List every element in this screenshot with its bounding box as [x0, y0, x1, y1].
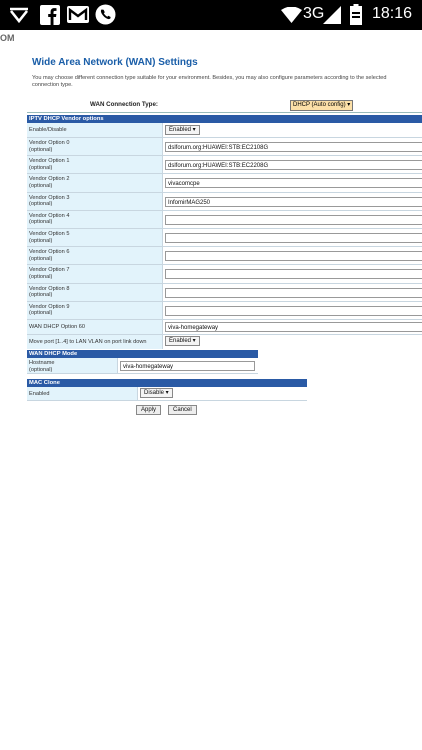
- iptv-enable-row: [27, 123, 422, 138]
- vendor-option-label: Vendor Option 2 (optional): [27, 174, 163, 191]
- vendor-option-label: Vendor Option 7 (optional): [27, 265, 163, 282]
- vendor-option-input[interactable]: [165, 288, 422, 298]
- iptv-section-header: IPTV DHCP Vendor options: [27, 115, 422, 123]
- option60-input[interactable]: viva-homegateway: [165, 322, 422, 332]
- hostname-row: [27, 358, 258, 374]
- vendor-option-label: Vendor Option 4 (optional): [27, 211, 163, 228]
- vendor-option-row: [27, 174, 422, 192]
- signal-icon: [323, 6, 341, 24]
- vendor-option-input[interactable]: dslforum.org:HUAWEI:STB:EC2108G: [165, 142, 422, 152]
- page-description: You may choose different connection type suitable for your environment. Besides, you may also configure parameters according to the selected: [32, 75, 387, 81]
- vendor-option-row: [27, 229, 422, 247]
- brand-logo-fragment: OM: [0, 33, 15, 43]
- hostname-label: Hostname (optional): [27, 358, 118, 373]
- wan-dhcp-section-header: WAN DHCP Mode: [27, 350, 258, 358]
- vendor-option-label: Vendor Option 9 (optional): [27, 302, 163, 319]
- vendor-option-label: Vendor Option 0 (optional): [27, 138, 163, 155]
- vendor-option-label: Vendor Option 3 (optional): [27, 193, 163, 210]
- option60-label: WAN DHCP Option 60: [27, 320, 163, 334]
- vendor-option-input[interactable]: [165, 215, 422, 225]
- clock: 18:16: [371, 5, 412, 22]
- vendor-option-input[interactable]: dslforum.org:HUAWEI:STB:EC2208G: [165, 160, 422, 170]
- vendor-option-row: [27, 138, 422, 156]
- move-port-row: [27, 335, 422, 349]
- vendor-option-row: [27, 211, 422, 229]
- wan-connection-type-label: WAN Connection Type:: [90, 101, 158, 108]
- mac-clone-section-header: MAC Clone: [27, 379, 307, 387]
- move-port-label: Move port [1..4] to LAN VLAN on port link down: [27, 335, 163, 349]
- mac-clone-select[interactable]: Disable ▾: [140, 388, 173, 398]
- page-title: Wide Area Network (WAN) Settings: [32, 57, 198, 68]
- network-type-text: 3G: [303, 5, 325, 22]
- phone-app-icon: [95, 4, 116, 25]
- vendor-option-input[interactable]: [165, 233, 422, 243]
- vendor-option-input[interactable]: [165, 306, 422, 316]
- wan-connection-type-select[interactable]: DHCP (Auto config) ▾: [290, 100, 353, 111]
- wifi-icon: [281, 7, 302, 23]
- mac-clone-row: [27, 387, 307, 401]
- cancel-button[interactable]: Cancel: [168, 405, 197, 415]
- vendor-option-row: [27, 302, 422, 320]
- apply-button[interactable]: Apply: [136, 405, 161, 415]
- vendor-option-label: Vendor Option 8 (optional): [27, 284, 163, 301]
- vendor-option-label: Vendor Option 6 (optional): [27, 247, 163, 264]
- vendor-option-input[interactable]: [165, 269, 422, 279]
- vendor-option-label: Vendor Option 5 (optional): [27, 229, 163, 246]
- iptv-enable-label: Enable/Disable: [27, 123, 163, 137]
- page-description-continued: connection type.: [32, 82, 73, 88]
- facebook-icon: [40, 5, 60, 25]
- vendor-option-row: [27, 284, 422, 302]
- battery-icon: [350, 4, 362, 25]
- vendor-option-input[interactable]: vivacomcpe: [165, 178, 422, 188]
- option60-row: [27, 320, 422, 335]
- vendor-option-label: Vendor Option 1 (optional): [27, 156, 163, 173]
- status-bar: [0, 0, 422, 30]
- vendor-option-input[interactable]: [165, 251, 422, 261]
- vendor-option-row: [27, 193, 422, 211]
- vendor-option-input[interactable]: InfomirMAG250: [165, 197, 422, 207]
- vendor-option-row: [27, 265, 422, 283]
- gmail-icon: [67, 6, 89, 23]
- iptv-enable-select[interactable]: Enabled ▾: [165, 125, 200, 135]
- download-done-icon: [8, 6, 30, 24]
- wan-connection-type-row: [27, 99, 422, 113]
- vendor-option-row: [27, 156, 422, 174]
- move-port-select[interactable]: Enabled ▾: [165, 336, 200, 346]
- vendor-option-row: [27, 247, 422, 265]
- hostname-input[interactable]: viva-homegateway: [120, 361, 255, 371]
- mac-clone-enabled-label: Enabled: [27, 387, 138, 400]
- web-page: [0, 30, 422, 750]
